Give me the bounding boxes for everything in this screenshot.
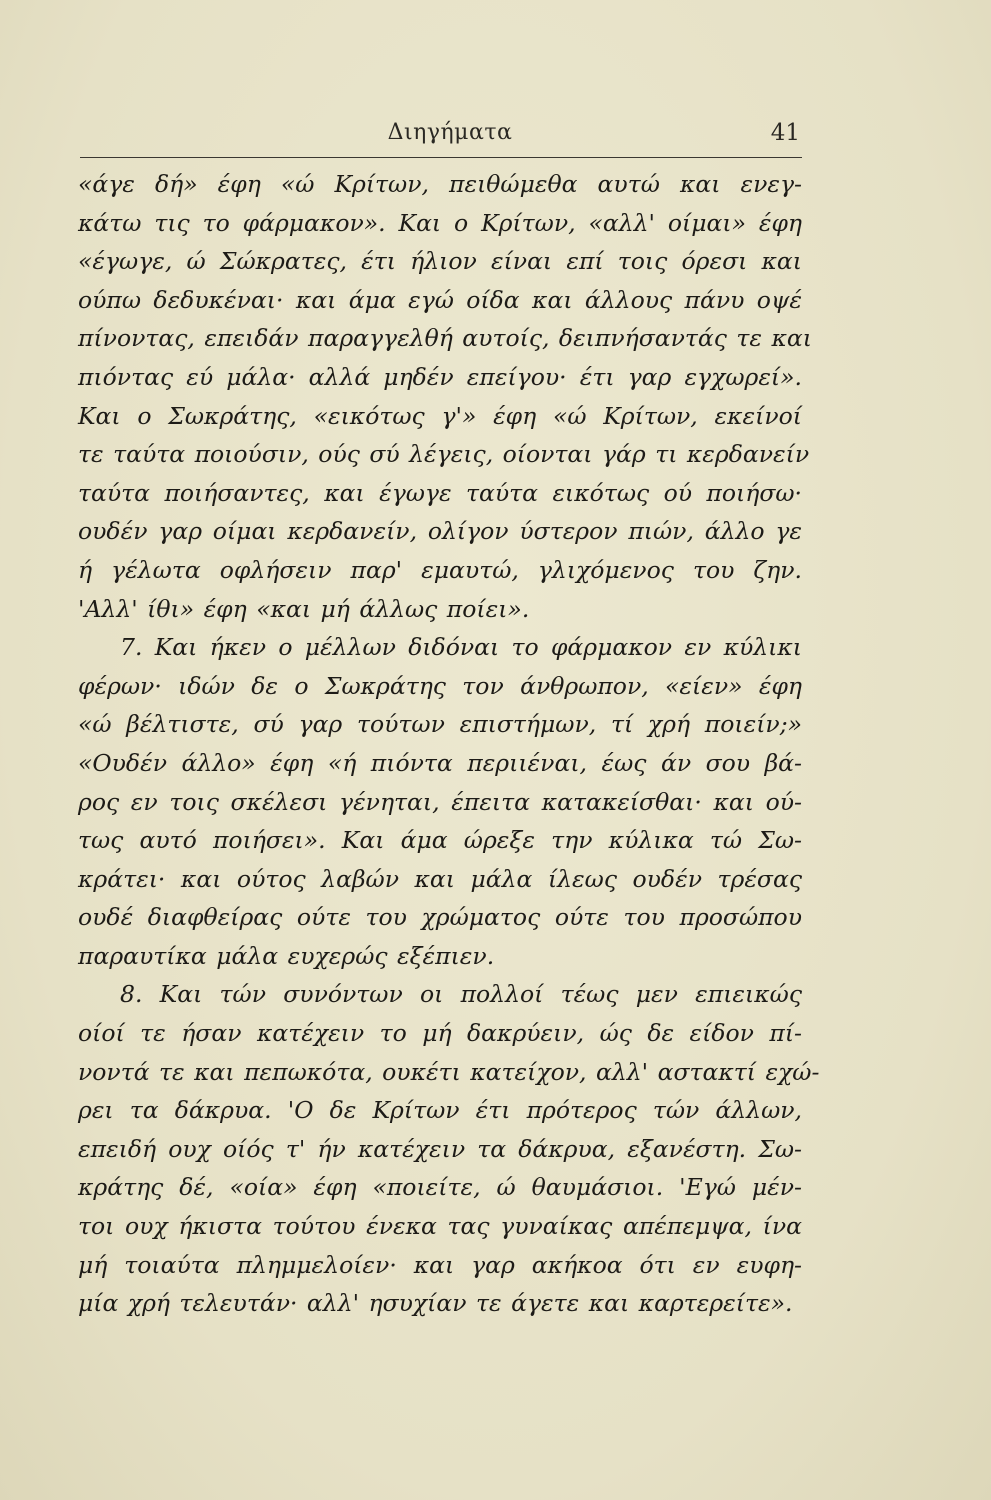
page-header bbox=[100, 120, 800, 160]
text-line: πιόντας εύ μάλα· αλλά μηδέν επείγου· έτι γαρ εγχωρεί». bbox=[78, 362, 802, 391]
text-line: φέρων· ιδών δε ο Σωκράτης τον άνθρωπον, «είεν» έφη bbox=[78, 671, 802, 700]
body-text bbox=[78, 165, 820, 1323]
text-line: παραυτίκα μάλα ευχερώς εξέπιεν. bbox=[78, 941, 495, 970]
text-line: κράτει· και ούτος λαβών και μάλα ίλεως ουδέν τρέσας bbox=[78, 864, 802, 893]
text-line: «άγε δή» έφη «ώ Κρίτων, πειθώμεθα αυτώ και ενεγ- bbox=[78, 170, 802, 198]
text-line: πίνοντας, επειδάν παραγγελθή αυτοίς, δειπνήσαντάς τε και bbox=[78, 324, 812, 353]
text-line: νοντά τε και πεπωκότα, ουκέτι κατείχον, αλλ' αστακτί εχώ- bbox=[78, 1057, 820, 1086]
text-line: Και ο Σωκράτης, «εικότως γ'» έφη «ώ Κρίτων, εκείνοί bbox=[78, 401, 802, 430]
text-line: «έγωγε, ώ Σώκρατες, έτι ήλιον είναι επί τοις όρεσι και bbox=[78, 247, 802, 276]
text-line: τως αυτό ποιήσει». Και άμα ώρεξε την κύλικα τώ Σω- bbox=[78, 826, 802, 855]
text-line: τοι ουχ ήκιστα τούτου ένεκα τας γυναίκας απέπεμψα, ίνα bbox=[78, 1212, 802, 1241]
text-line: μή τοιαύτα πλημμελοίεν· και γαρ ακήκοα ότι εν ευφη- bbox=[78, 1250, 802, 1279]
running-title: Διηγήματα bbox=[387, 120, 513, 145]
text-line: οίοί τε ήσαν κατέχειν το μή δακρύειν, ώς δε είδον πί- bbox=[78, 1019, 802, 1048]
text-line: ουδέν γαρ οίμαι κερδανείν, ολίγον ύστερον πιών, άλλο γε bbox=[78, 517, 802, 546]
text-line: 8. Και τών συνόντων οι πολλοί τέως μεν επιεικώς bbox=[120, 980, 802, 1009]
text-line: ρος εν τοις σκέλεσι γένηται, έπειτα κατακείσθαι· και ού- bbox=[78, 787, 802, 816]
page-number: 41 bbox=[770, 120, 800, 146]
text-line: «ώ βέλτιστε, σύ γαρ τούτων επιστήμων, τί χρή ποιείν;» bbox=[78, 710, 802, 739]
text-line: τε ταύτα ποιούσιν, ούς σύ λέγεις, οίονται γάρ τι κερδανείν bbox=[78, 440, 810, 469]
text-line: κάτω τις το φάρμακον». Και ο Κρίτων, «αλλ' οίμαι» έφη bbox=[78, 208, 802, 237]
text-line: ρει τα δάκρυα. 'Ο δε Κρίτων έτι πρότερος τών άλλων, bbox=[78, 1096, 802, 1125]
text-line: μία χρή τελευτάν· αλλ' ησυχίαν τε άγετε και καρτερείτε». bbox=[78, 1289, 793, 1318]
text-line: επειδή ουχ οίός τ' ήν κατέχειν τα δάκρυα, εξανέστη. Σω- bbox=[78, 1134, 802, 1163]
text-line: ή γέλωτα οφλήσειν παρ' εμαυτώ, γλιχόμενος του ζην. bbox=[78, 555, 802, 584]
text-line: ούπω δεδυκέναι· και άμα εγώ οίδα και άλλους πάνυ οψέ bbox=[78, 285, 802, 314]
text-line: κράτης δέ, «οία» έφη «ποιείτε, ώ θαυμάσιοι. 'Εγώ μέν- bbox=[78, 1173, 802, 1202]
text-line: «Ουδέν άλλο» έφη «ή πιόντα περιιέναι, έως άν σου βά- bbox=[78, 748, 802, 777]
text-line: ουδέ διαφθείρας ούτε του χρώματος ούτε του προσώπου bbox=[78, 903, 802, 932]
text-line: ταύτα ποιήσαντες, και έγωγε ταύτα εικότως ού ποιήσω· bbox=[78, 478, 802, 507]
text-line: 7. Και ήκεν ο μέλλων διδόναι το φάρμακον εν κύλικι bbox=[120, 633, 802, 662]
header-rule bbox=[80, 157, 802, 158]
text-line: 'Αλλ' ίθι» έφη «και μή άλλως ποίει». bbox=[78, 594, 530, 623]
